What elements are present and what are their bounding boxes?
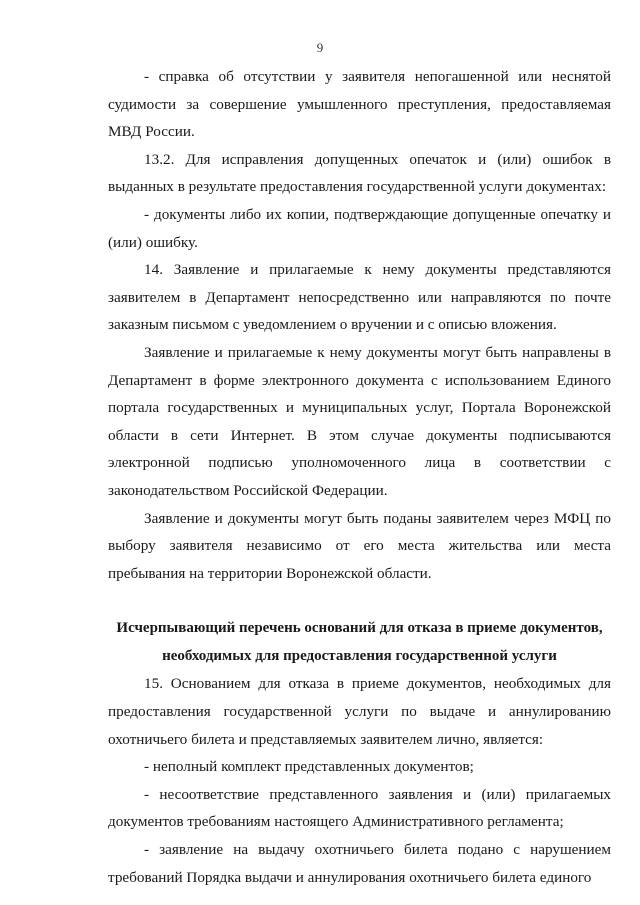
- paragraph: - документы либо их копии, подтверждающие допущенные опечатку и (или) ошибку.: [108, 205, 611, 251]
- section-heading: Исчерпывающий перечень оснований для отказа в приеме документов, необходимых для предоставления государственной услуги: [116, 620, 603, 664]
- list-item: - заявление на выдачу охотничьего билета подано с нарушением требований Порядка выдачи и аннулирования охотничьего билета единого: [108, 841, 611, 886]
- paragraph: Заявление и прилагаемые к нему документы могут быть направлены в Департамент в форме электронного документа с использованием Единого портала государственных и муниципальных услуг, Портала Воронежской области в сети Интернет. В этом случае документы подписываются электронной подписью уполномоченного лица в соответствии с законодательством Российской Федерации.: [108, 343, 611, 499]
- list-item: - неполный комплект представленных документов;: [144, 758, 474, 776]
- section-spacer: [108, 587, 611, 615]
- paragraph: Заявление и документы могут быть поданы заявителем через МФЦ по выбору заявителя независимо от его места жительства или места пребывания на территории Воронежской области.: [108, 509, 611, 582]
- paragraph: 14. Заявление и прилагаемые к нему документы представляются заявителем в Департамент непосредственно или направляются по почте заказным письмом с уведомлением о вручении и с описью вложения.: [108, 261, 611, 334]
- paragraph: 13.2. Для исправления допущенных опечаток и (или) ошибок в выданных в результате предоставления государственной услуги документах:: [108, 150, 611, 196]
- list-item: - несоответствие представленного заявления и (или) прилагаемых документов требованиям настоящего Административного регламента;: [108, 785, 611, 831]
- paragraph: 15. Основанием для отказа в приеме документов, необходимых для предоставления государственной услуги по выдаче и аннулированию охотничьего билета и представляемых заявителем лично, является:: [108, 675, 611, 748]
- document-body: [108, 63, 611, 891]
- paragraph: - справка об отсутствии у заявителя непогашенной или неснятой судимости за совершение умышленного преступления, предоставляемая МВД России.: [108, 68, 611, 141]
- page-number: 9: [316, 40, 324, 55]
